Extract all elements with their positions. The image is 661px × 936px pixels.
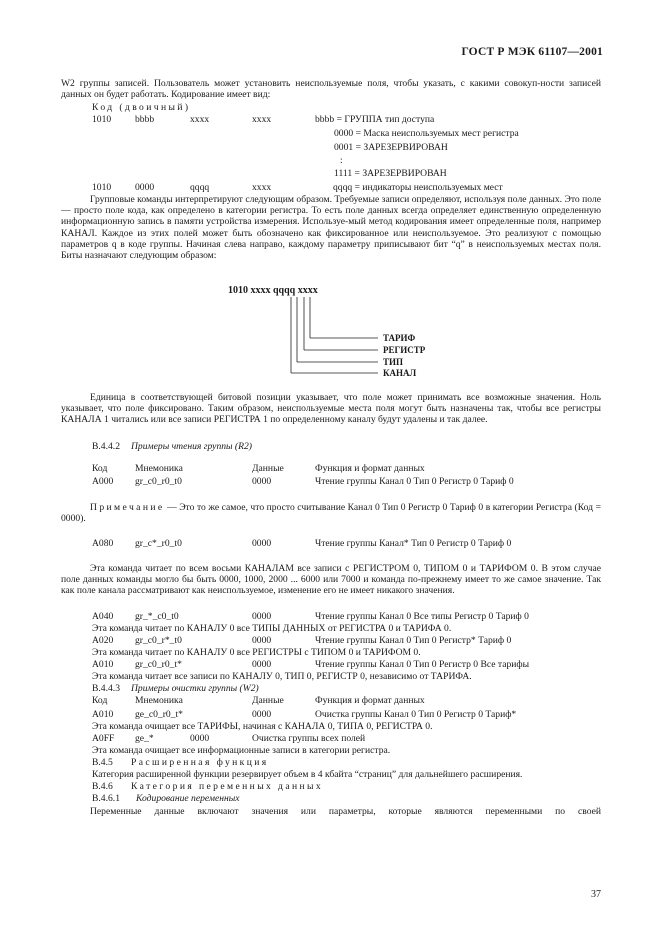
code-definition: : bbox=[340, 155, 343, 166]
table-cell: gr_c0_r0_t* bbox=[135, 659, 182, 670]
section-number: В.4.4.2 bbox=[92, 441, 120, 452]
table-cell: 0000 bbox=[252, 611, 272, 622]
paragraph-intro: W2 группы записей. Пользователь может установить неиспользуемые поля, чтобы указать, с какими совокуп-ности записей данных он будет работать. Кодирование имеет вид: bbox=[61, 78, 601, 101]
table-cell: ge_c0_r0_t* bbox=[135, 709, 183, 720]
table-cell: 0000 bbox=[252, 538, 272, 549]
section-number: В.4.6 bbox=[92, 781, 113, 792]
code-definition: 1111 = ЗАРЕЗЕРВИРОВАН bbox=[334, 168, 447, 179]
table-header-mnemonic: Мнемоника bbox=[135, 695, 183, 706]
code-cell: 0000 bbox=[135, 182, 155, 193]
row-description: Эта команда читает по КАНАЛУ 0 все РЕГИСТРЫ с ТИПОМ 0 и ТАРИФОМ 0. bbox=[92, 647, 421, 658]
page-number: 37 bbox=[591, 889, 601, 900]
table-cell: gr_c0_r*_t0 bbox=[135, 635, 182, 646]
code-cell: xxxx bbox=[252, 182, 272, 193]
code-definition: qqqq = индикаторы неиспользуемых мест bbox=[333, 182, 503, 193]
table-cell: 0000 bbox=[190, 733, 210, 744]
code-definition: 0001 = ЗАРЕЗЕРВИРОВАН bbox=[334, 142, 448, 153]
code-cell: xxxx bbox=[190, 114, 210, 125]
note-text: — Это то же самое, что просто считывание Канал 0 Тип 0 Регистр 0 Тариф 0 в категории Регистра (Код = 0000). bbox=[61, 502, 601, 525]
paragraph-bit-meaning: Единица в соответствующей битовой позиции указывает, что поле может принимать все возможные значения. Ноль указывает, что поле фиксировано. Таким образом, неиспользуемые места поля могут быть назначены так, чтобы все регистры КАНАЛА 1 читались или все записи РЕГИСТРА 1 по определенному каналу будут удалены и так далее. bbox=[61, 392, 601, 426]
paragraph-a080: Эта команда читает по всем восьми КАНАЛАМ все записи с РЕГИСТРОМ 0, ТИПОМ 0 и ТАРИФОМ 0. В этом случае поле данных команды могло бы быть 0000, 1000, 2000 ... 6000 или 7000 и команда по-прежнему имеет то же самое значение. Так как поле канала рассматривают как неиспользуемое, изменение его не имеет никакого значения. bbox=[61, 563, 601, 597]
table-cell: A020 bbox=[92, 635, 114, 646]
diagram-label-tarif: ТАРИФ bbox=[383, 333, 416, 343]
section-title: Расширенная функция bbox=[131, 757, 269, 768]
table-cell: A000 bbox=[92, 476, 114, 487]
table-cell: Очистка группы Канал 0 Тип 0 Регистр 0 Тариф* bbox=[315, 709, 517, 720]
table-cell: gr_*_c0_t0 bbox=[135, 611, 179, 622]
table-cell: Чтение группы Канал 0 Тип 0 Регистр 0 Все тарифы bbox=[315, 659, 530, 670]
paragraph-group-commands: Групповые команды интерпретируют следующим образом. Требуемые записи определяют, используя поле данных. Это поле — просто поле кода, как определено в категории регистра. То есть поле данных всегда определяет единственную определенную информационную запись в памяти устройства измерения. Используе-мый метод кодирования имеет определенные поля, например КАНАЛ. Каждое из этих полей может быть обозначено как фиксированное или неиспользуемое. Это реализуют с помощью параметров q в коде группы. Начиная слева направо, каждому параметру приписывают бит “q” в неиспользуемых местах поля. Биты назначают следующим образом: bbox=[61, 194, 601, 262]
diagram-label-kanal: КАНАЛ bbox=[383, 368, 417, 378]
row-description: Эта команда читает по КАНАЛУ 0 все ТИПЫ ДАННЫХ от РЕГИСТРА 0 и ТАРИФА 0. bbox=[92, 623, 452, 634]
table-cell: Чтение группы Канал* Тип 0 Регистр 0 Тариф 0 bbox=[315, 538, 512, 549]
table-cell: Очистка группы всех полей bbox=[252, 733, 366, 744]
document-header: ГОСТ Р МЭК 61107—2001 bbox=[461, 46, 603, 58]
code-cell: 1010 bbox=[92, 182, 112, 193]
code-cell: 1010 bbox=[92, 114, 112, 125]
table-cell: ge_* bbox=[135, 733, 154, 744]
section-number: В.4.5 bbox=[92, 757, 113, 768]
section-title: Кодирование переменных bbox=[136, 793, 240, 804]
section-title: Примеры очистки группы (W2) bbox=[131, 683, 259, 694]
code-cell: qqqq bbox=[190, 182, 210, 193]
code-cell: xxxx bbox=[252, 114, 272, 125]
table-header-function: Функция и формат данных bbox=[315, 695, 425, 706]
table-cell: gr_c*_r0_t0 bbox=[135, 538, 182, 549]
section-number: В.4.6.1 bbox=[92, 793, 120, 804]
table-cell: 0000 bbox=[252, 659, 272, 670]
table-cell: Чтение группы Канал 0 Все типы Регистр 0 Тариф 0 bbox=[315, 611, 529, 622]
code-label: Код (двоичный) bbox=[92, 102, 191, 113]
table-cell: 0000 bbox=[252, 476, 272, 487]
row-description: Эта команда очищает все информационные записи в категории регистра. bbox=[92, 745, 391, 756]
diagram-code: 1010 xxxx qqqq xxxx bbox=[228, 285, 318, 296]
code-cell: bbbb bbox=[135, 114, 155, 125]
note bbox=[61, 502, 601, 524]
table-cell: A010 bbox=[92, 659, 114, 670]
paragraph-variables: Переменные данные включают значения или параметры, которые являются переменными по своей bbox=[90, 806, 601, 817]
table-header-function: Функция и формат данных bbox=[315, 463, 425, 474]
section-title: Категория переменных данных bbox=[131, 781, 324, 792]
section-text: Категория расширенной функции резервирует объем в 4 кбайта “страниц” для дальнейшего расширения. bbox=[92, 769, 523, 780]
row-description: Эта команда читает все записи по КАНАЛУ 0, ТИП 0, РЕГИСТР 0, независимо от ТАРИФА. bbox=[92, 671, 472, 682]
code-definition: 0000 = Маска неиспользуемых мест регистра bbox=[334, 128, 519, 139]
table-header-code: Код bbox=[92, 695, 108, 706]
table-cell: A040 bbox=[92, 611, 114, 622]
table-cell: A010 bbox=[92, 709, 114, 720]
note-label: Примечание bbox=[90, 502, 165, 513]
table-cell: A080 bbox=[92, 538, 114, 549]
section-number: В.4.4.3 bbox=[92, 683, 120, 694]
code-definition: bbbb = ГРУППА тип доступа bbox=[315, 114, 435, 125]
table-cell: A0FF bbox=[92, 733, 115, 744]
table-cell: 0000 bbox=[252, 635, 272, 646]
table-header-data: Данные bbox=[252, 695, 284, 706]
section-title: Примеры чтения группы (R2) bbox=[131, 441, 252, 452]
table-cell: Чтение группы Канал 0 Тип 0 Регистр* Тариф 0 bbox=[315, 635, 512, 646]
table-header-mnemonic: Мнемоника bbox=[135, 463, 183, 474]
table-cell: gr_c0_r0_t0 bbox=[135, 476, 182, 487]
diagram-label-tip: ТИП bbox=[383, 357, 404, 367]
table-header-code: Код bbox=[92, 463, 108, 474]
table-cell: Чтение группы Канал 0 Тип 0 Регистр 0 Тариф 0 bbox=[315, 476, 514, 487]
table-header-data: Данные bbox=[252, 463, 284, 474]
diagram-label-registr: РЕГИСТР bbox=[383, 345, 426, 355]
table-cell: 0000 bbox=[252, 709, 272, 720]
row-description: Эта команда очищает все ТАРИФЫ, начиная с КАНАЛА 0, ТИПА 0, РЕГИСТРА 0. bbox=[92, 721, 433, 732]
